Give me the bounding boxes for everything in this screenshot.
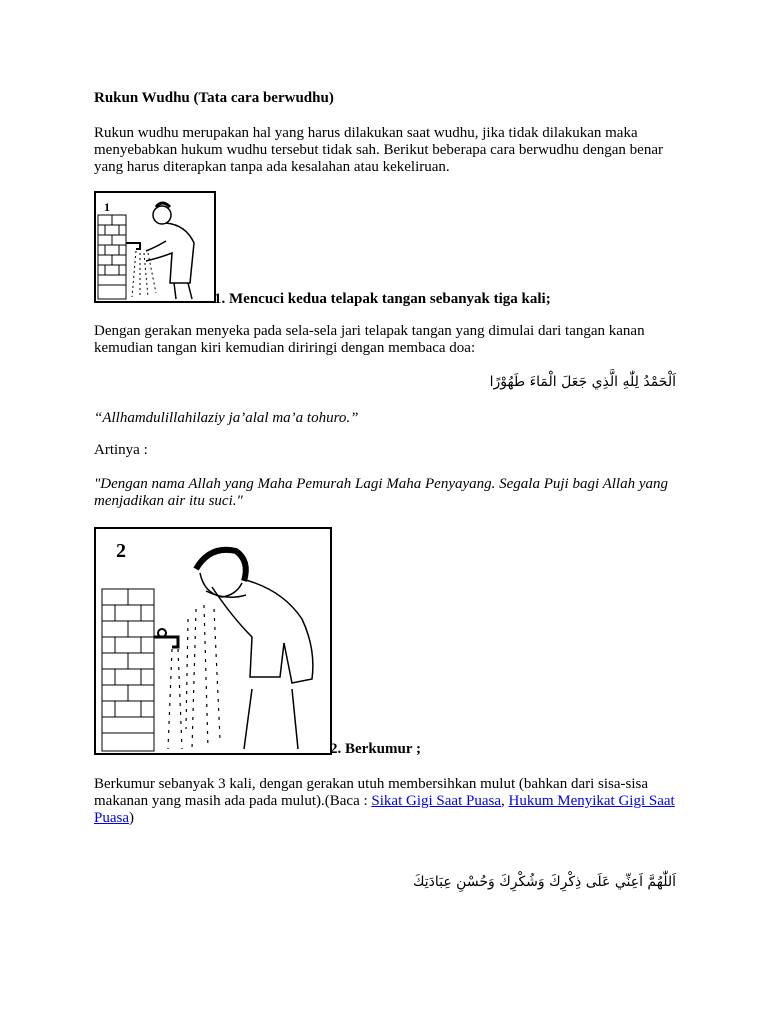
step1-arabic-prayer: اَلْحَمْدُ لِلّٰهِ الَّذِي جَعَلَ الْمَاءَ طَهُوْرًا [489,374,676,390]
step2-description [94,776,679,827]
link-sikat-gigi-saat-puasa[interactable]: Sikat Gigi Saat Puasa [371,793,501,809]
step1-meaning: "Dengan nama Allah yang Maha Pemurah Lagi Maha Penyayang. Segala Puji bagi Allah yang menjadikan air itu suci." [94,476,669,509]
link-separator: , [500,793,509,809]
step1-figure-number: 1 [104,200,110,214]
intro-paragraph: Rukun wudhu merupakan hal yang harus dilakukan saat wudhu, jika tidak dilakukan maka menyebabkan hukum wudhu tersebut tidak sah. Berikut beberapa cara berwudhu dengan benar yang harus diterapkan tanpa ada kesalahan atau kekeliruan. [94,125,663,175]
step2-description-prefix: Berkumur sebanyak 3 kali, dengan gerakan utuh membersihkan mulut (bahkan dari sisa-sisa makanan yang masih ada pada mulut).(Baca : [94,776,649,809]
step1-illustration [94,191,216,303]
step1-description: Dengan gerakan menyeka pada sela-sela jari telapak tangan yang dimulai dari tangan kanan kemudian tangan kiri kemudian diriringi dengan membaca doa: [94,323,645,356]
step2-figure-number: 2 [116,540,126,562]
step2-illustration [94,527,332,755]
step1-caption: 1. Mencuci kedua telapak tangan sebanyak tiga kali; [214,291,551,307]
page-title: Rukun Wudhu (Tata cara berwudhu) [94,90,334,106]
step2-arabic-prayer: اَللّٰهُمَّ اَعِنِّي عَلَى ذِكْرِكَ وَشُكْرِكَ وَحُسْنِ عِبَادَتِكَ [412,874,676,890]
link-hukum-menyikat-gigi-saat-puasa[interactable]: Hukum Menyikat Gigi Saat Puasa [94,793,675,826]
step2-description-suffix: ) [129,810,134,826]
step1-transliteration: “Allhamdulillahilaziy ja’alal ma’a tohuro.” [94,410,359,426]
step2-caption: 2. Berkumur ; [330,741,421,757]
step1-meaning-label: Artinya : [94,442,148,458]
